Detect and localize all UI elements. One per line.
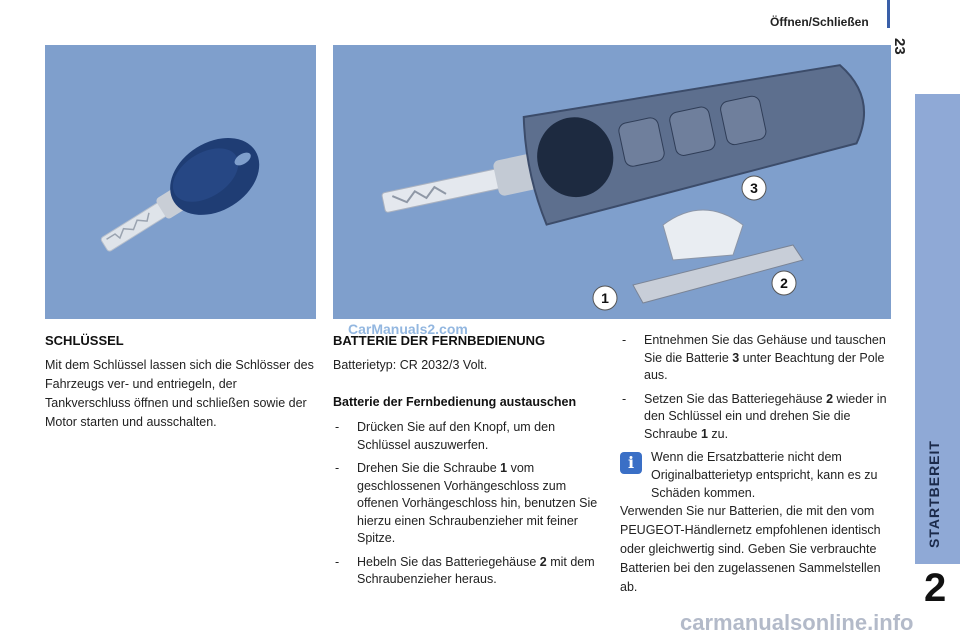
svg-text:1: 1 (601, 290, 609, 306)
page-number: 23 (891, 38, 908, 55)
svg-text:3: 3 (750, 180, 758, 196)
list-item: - Entnehmen Sie das Gehäuse und tauschen Sie die Batterie 3 unter Beachtung der Pole aus. (622, 333, 886, 382)
key-section (45, 333, 320, 432)
page-header-title: Öffnen/Schließen (770, 15, 869, 29)
battery-steps-continued (620, 332, 890, 449)
remote-key-illustration (333, 45, 891, 319)
key-drawing (45, 45, 316, 319)
info-text: Verwenden Sie nur Batterien, die mit den vom PEUGEOT-Händlernetz empfohlenen identisch oder gleichwertig sind. Geben Sie verbrauchte Batterien bei den zugelassenen Sammelstellen ab. (620, 504, 881, 594)
battery-type: Batterietyp: CR 2032/3 Volt. (333, 358, 488, 372)
battery-heading: BATTERIE DER FERNBEDIENUNG (333, 333, 546, 348)
key-description: Mit dem Schlüssel lassen sich die Schlösser des Fahrzeugs ver- und entriegeln, der Tankverschluss öffnen und schließen sowie der Motor starten und ausschalten. (45, 358, 314, 429)
chapter-label: STARTBEREIT (926, 440, 942, 548)
chapter-number: 2 (924, 566, 947, 610)
callout-2 (772, 271, 796, 295)
battery-section (333, 333, 603, 595)
svg-text:2: 2 (780, 275, 788, 291)
key-illustration (45, 45, 316, 319)
callout-3 (742, 176, 766, 200)
list-item: - Setzen Sie das Batteriegehäuse 2 wieder in den Schlüssel ein und drehen Sie die Schraube 1 zu. (622, 391, 887, 441)
watermark-bottom: carmanualsonline.info (680, 610, 914, 635)
list-item: - Drücken Sie auf den Knopf, um den Schlüssel auszuwerfen. (335, 420, 556, 452)
remote-key-drawing (333, 45, 891, 319)
key-heading: SCHLÜSSEL (45, 333, 124, 348)
info-icon: i (620, 452, 642, 474)
battery-replace-heading: Batterie der Fernbedienung austauschen (333, 395, 577, 409)
info-note: Wenn die Ersatzbatterie nicht dem Originalbatterietyp entspricht, kann es zu Schäden kommen. (651, 450, 878, 500)
list-item: - Drehen Sie die Schraube 1 vom geschlossenen Vorhängeschloss zum offenen Vorhängeschloss hin, benutzen Sie hierzu einen Schraubenzieher mit feiner Spitze. (335, 461, 598, 545)
watermark-top: CarManuals2.com (348, 321, 468, 337)
callout-1 (593, 286, 617, 310)
list-item: - Hebeln Sie das Batteriegehäuse 2 mit dem Schraubenzieher heraus. (335, 554, 595, 586)
battery-steps-list (333, 419, 603, 589)
header-divider (887, 0, 890, 28)
